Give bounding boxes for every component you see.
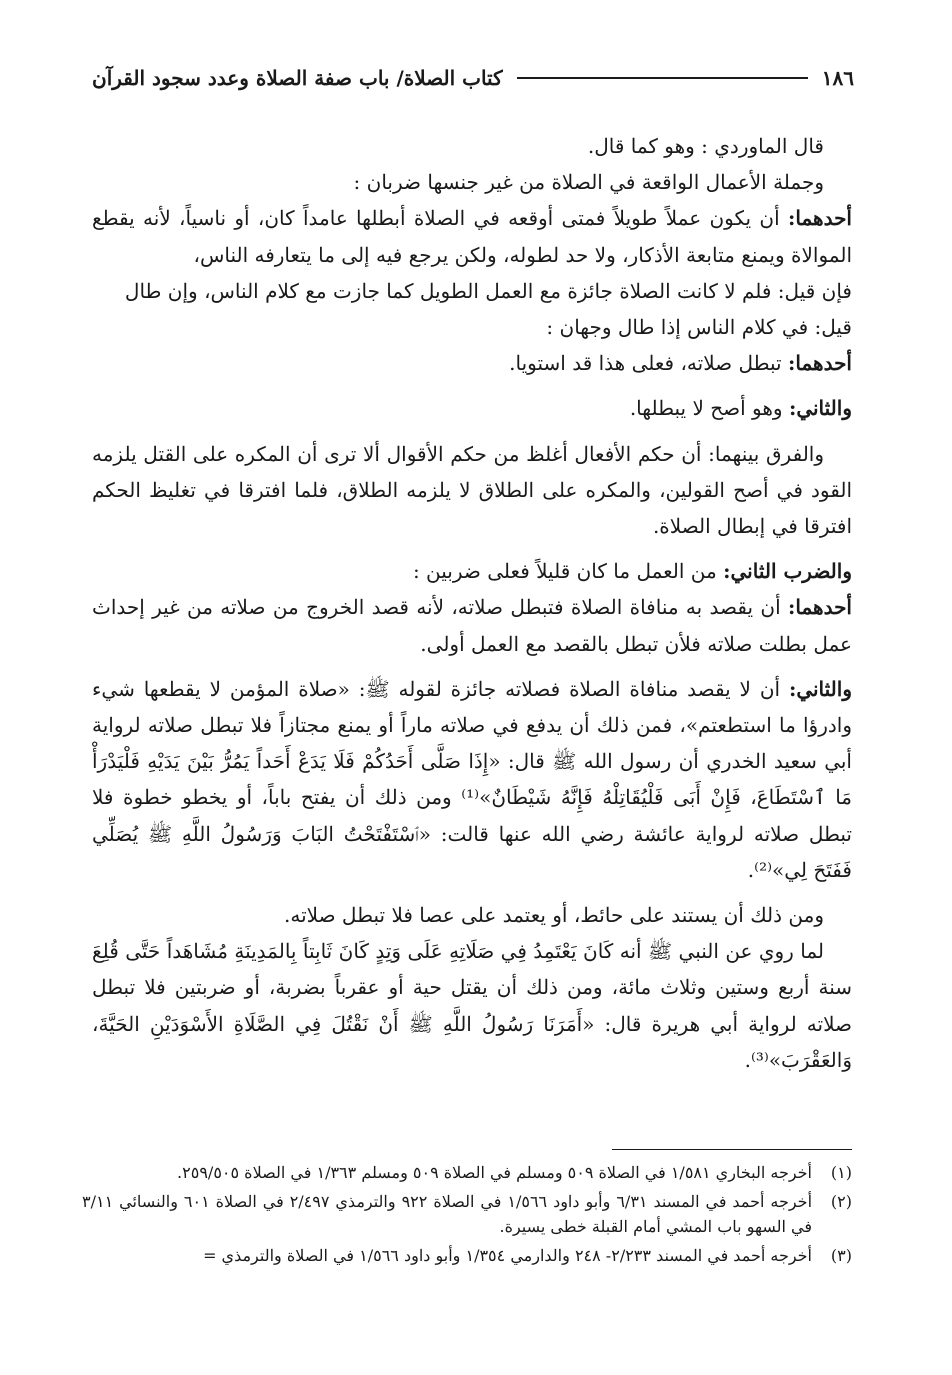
running-title: كتاب الصلاة/ باب صفة الصلاة وعدد سجود القرآن (92, 66, 503, 90)
footnote-text: أخرجه البخاري ١/٥٨١ في الصلاة ٥٠٩ ومسلم في الصلاة ٥٠٩ ومسلم ١/٣٦٣ في الصلاة ٢٥٩/٥٠٥. (177, 1163, 812, 1182)
paragraph-text: وهو أصح لا يبطلها. (629, 396, 789, 421)
footnote-number: (٢) (830, 1192, 852, 1211)
footnote-text: أخرجه أحمد في المسند ٦/٣١ وأبو داود ١/٥٦٦ في الصلاة ٩٢٢ والترمذي ٢/٤٩٧ في الصلاة ٦٠١ والنسائي ٣/١١ في السهو باب المشي أمام القبلة خطى يسيرة. (82, 1192, 813, 1236)
paragraph-lead: أحدهما: (787, 206, 852, 231)
paragraph (92, 309, 852, 345)
paragraph (92, 164, 852, 200)
footnote (82, 1160, 852, 1185)
paragraph-text: وجملة الأعمال الواقعة في الصلاة من غير جنسها ضربان : (353, 170, 824, 195)
paragraph (92, 390, 852, 426)
paragraph-text: أن يكون عملاً طويلاً فمتى أوقعه في الصلاة أبطلها عامداً كان، أو ناسياً، لأنه يقطع الموالاة ويمنع متابعة الأذكار، ولا حد لطوله، ولكن يرجع فيه إلى ما يتعارفه الناس، (92, 206, 852, 267)
paragraph-text: لما روي عن النبي ﷺ أنه كَانَ يَعْتَمِدُ فِي صَلَاتِهِ عَلَى وَتِدٍ كَانَ ثَابِتاً بِالمَدِينَةِ مُشَاهَداً حَتَّى قُلِعَ سنة أربع وستين وثلاث مائة، ومن ذلك أن يقتل حية أو عقرباً بضربة، أو ضربتين فلا تبطل صلاته لرواية أبي هريرة قال: «أَمَرَنَا رَسُولُ اللَّهِ ﷺ أَنْ نَقْتُلَ فِي الصَّلَاةِ الأَسْوَدَيْنِ الحَيَّةَ، وَالعَقْرَبَ»⁽³⁾. (92, 939, 852, 1072)
paragraph (92, 671, 852, 888)
paragraph (92, 200, 852, 272)
paragraph (92, 589, 852, 661)
paragraph-text: أن يقصد به منافاة الصلاة فتبطل صلاته، لأنه قصد الخروج من صلاته من غير إحداث عمل بطلت صلاته فلأن تبطل بالقصد مع العمل أولى. (92, 595, 852, 656)
footnote (82, 1243, 852, 1268)
footnote-number: (١) (830, 1163, 852, 1182)
paragraph-text: ومن ذلك أن يستند على حائط، أو يعتمد على عصا فلا تبطل صلاته. (284, 903, 824, 928)
header-rule (517, 77, 808, 79)
paragraph (92, 345, 852, 381)
footnote-separator (612, 1149, 852, 1150)
page-number: ١٨٦ (821, 66, 854, 90)
footnotes (82, 1160, 852, 1272)
paragraph-text: والفرق بينهما: أن حكم الأفعال أغلظ من حكم الأقوال ألا ترى أن المكره على القتل يلزمه القود في أصح القولين، والمكره على الطلاق لا يلزمه الطلاق، فلما افترقا في تغليظ الحكم افترقا في إبطال الصلاة. (92, 441, 852, 539)
paragraph (92, 897, 852, 933)
paragraph-text: أن لا يقصد منافاة الصلاة فصلاته جائزة لقوله ﷺ: «صلاة المؤمن لا يقطعها شيء وادرؤا ما استطعتم»، فمن ذلك أن يدفع في صلاته ماراً أو يمنع مجتازاً فلا تبطل صلاته لرواية أبي سعيد الخدري أن رسول الله ﷺ قال: «إِذَا صَلَّى أَحَدُكُمْ فَلَا يَدَعْ أَحَداً يَمُرُّ بَيْنَ يَدَيْهِ فَلْيَدْرَأْ مَا ٱسْتَطَاعَ، فَإِنْ أَبَى فَلْيُقَاتِلْهُ فَإِنَّهُ شَيْطَانٌ»⁽¹⁾ ومن ذلك أن يفتح باباً، أو يخطو خطوة فلا تبطل صلاته لرواية عائشة رضي الله عنها قالت: «ٱسْتَفْتَحْتُ البَابَ وَرَسُولُ اللَّهِ ﷺ يُصَلِّي فَفَتَحَ لِي»⁽²⁾. (92, 676, 852, 882)
footnote (82, 1189, 852, 1239)
paragraph-lead: والضرب الثاني: (723, 559, 852, 584)
paragraph-text: من العمل ما كان قليلاً فعلى ضربين : (412, 559, 724, 584)
paragraph-text: قال الماوردي : وهو كما قال. (587, 134, 824, 158)
paragraph (92, 933, 852, 1078)
paragraph-text: قيل: في كلام الناس إذا طال وجهان : (546, 315, 852, 340)
paragraph-lead: والثاني: (788, 676, 852, 701)
paragraph (92, 128, 852, 164)
paragraph-lead: والثاني: (788, 396, 852, 421)
paragraph-text: فإن قيل: فلم لا كانت الصلاة جائزة مع العمل الطويل كما جازت مع كلام الناس، وإن طال (124, 278, 852, 303)
footnote-text: أخرجه أحمد في المسند ٢/٢٣٣- ٢٤٨ والدارمي ١/٣٥٤ وأبو داود ١/٥٦٦ في الصلاة والترمذي = (203, 1246, 812, 1265)
running-header (92, 66, 854, 90)
paragraph-lead: أحدهما: (787, 595, 852, 620)
paragraph (92, 273, 852, 309)
footnote-number: (٣) (830, 1246, 852, 1265)
paragraph (92, 436, 852, 545)
paragraph-text: تبطل صلاته، فعلى هذا قد استويا. (509, 351, 788, 376)
paragraph-lead: أحدهما: (787, 351, 852, 376)
paragraph (92, 553, 852, 589)
main-text (92, 128, 852, 1078)
